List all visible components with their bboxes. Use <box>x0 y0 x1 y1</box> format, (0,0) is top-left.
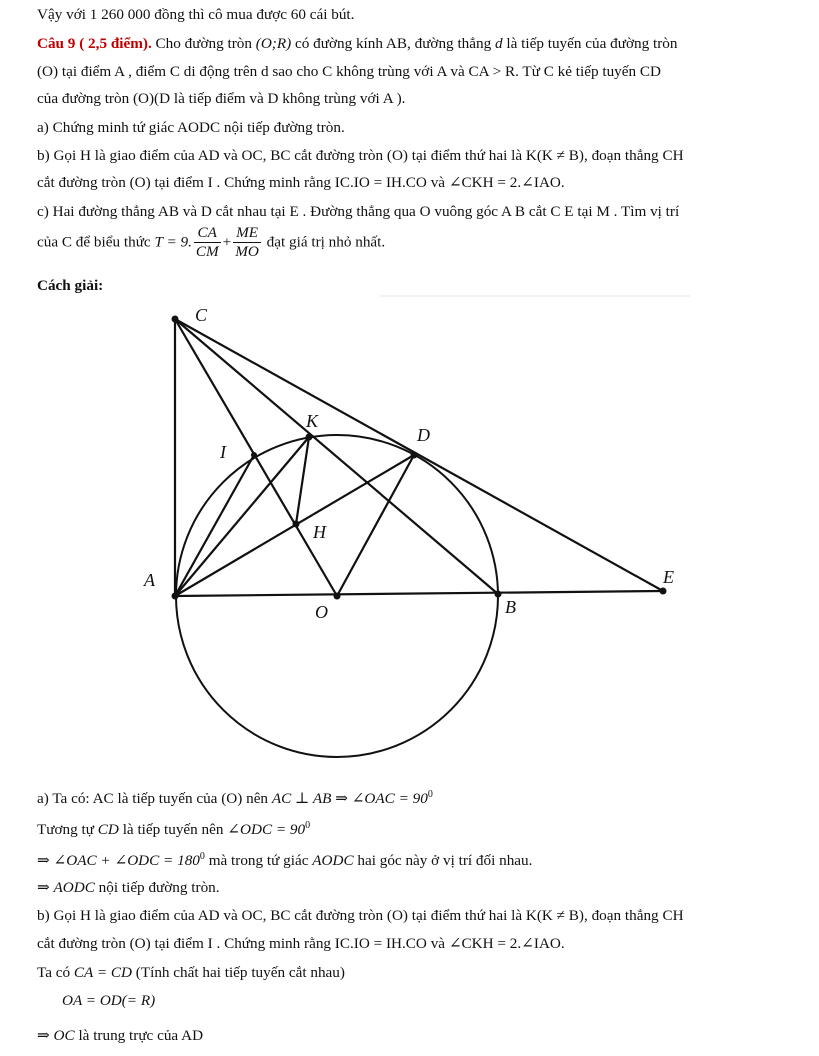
q9-part-b-1: b) Gọi H là giao điểm của AD và OC, BC cắt đường tròn (O) tại điểm thứ hai là K(K ≠ B), đoạn thẳng CH <box>37 147 684 164</box>
expression-t: T = 9. <box>154 233 192 251</box>
sol-b-line-4: OA = OD(= R) <box>62 992 156 1009</box>
line-ae <box>175 591 663 596</box>
point-h <box>293 521 300 528</box>
q9-line-3: của đường tròn (O)(D là tiếp điểm và D không trùng với A ). <box>37 90 406 107</box>
point-o <box>334 593 341 600</box>
label-a: A <box>144 570 155 590</box>
line-od <box>337 455 414 596</box>
point-c <box>172 316 179 323</box>
q9-part-c-1: c) Hai đường thẳng AB và D cắt nhau tại E . Đường thẳng qua O vuông góc A B cắt C E tại M . Tìm vị trí <box>37 203 680 220</box>
q9-part-c-2: của C để biểu thức T = 9. $\frac{CA}{CM}$ + $\frac{ME}{MO}$ đạt giá trị nhỏ nhất. <box>37 224 386 260</box>
point-d <box>411 452 418 459</box>
point-b <box>495 591 502 598</box>
point-e <box>660 588 667 595</box>
label-b: B <box>505 597 516 617</box>
label-i: I <box>220 442 226 462</box>
q9-line-1: Câu 9 ( 2,5 điểm). Cho đường tròn (O;R) có đường kính AB, đường thẳng d là tiếp tuyến của đường tròn <box>37 35 678 52</box>
sol-b-line-5: ⇒ OC là trung trực của AD <box>37 1027 204 1044</box>
line-ak <box>175 437 309 596</box>
sol-b-line-3: Ta có CA = CD (Tính chất hai tiếp tuyến cắt nhau) <box>37 964 345 981</box>
point-a <box>172 593 179 600</box>
label-d: D <box>417 425 430 445</box>
sol-a-line-4: ⇒ AODC nội tiếp đường tròn. <box>37 879 220 896</box>
point-k <box>306 434 313 441</box>
label-k: K <box>306 411 319 431</box>
sol-b-line-2: cắt đường tròn (O) tại điểm I . Chứng minh rằng IC.IO = IH.CO và ∠CKH = 2.∠IAO. <box>37 935 565 952</box>
line-ai <box>175 455 254 596</box>
sol-a-line-3: ⇒ ∠OAC + ∠ODC = $180^0$ mà trong tứ giác AODC hai góc này ở vị trí đối nhau. <box>37 851 533 869</box>
sol-a-line-1: a) Ta có: AC là tiếp tuyến của (O) nên AC ⊥ AB ⇒ ∠OAC = $90^0$ <box>37 789 433 807</box>
fraction-me-mo: $\frac{ME}{MO}$ <box>235 224 259 260</box>
q9-part-b-2: cắt đường tròn (O) tại điểm I . Chứng minh rằng IC.IO = IH.CO và ∠CKH = 2.∠IAO. <box>37 174 565 191</box>
label-o: O <box>315 602 328 622</box>
q9-part-a: a) Chứng minh tứ giác AODC nội tiếp đường tròn. <box>37 119 345 136</box>
cach-giai-heading: Cách giải: <box>37 277 104 294</box>
point-i <box>251 452 257 458</box>
label-h: H <box>313 522 326 542</box>
q9-label: Câu 9 ( 2,5 điểm). <box>37 35 152 52</box>
q9-line-2: (O) tại điểm A , điểm C di động trên d sao cho C không trùng với A và CA > R. Từ C kẻ tiếp tuyến CD <box>37 63 661 80</box>
line-ce <box>175 319 663 591</box>
top-line: Vậy với 1 260 000 đồng thì cô mua được 60 cái bút. <box>37 6 355 23</box>
sol-a-line-2: Tương tự CD là tiếp tuyến nên ∠ODC = $90^0$ <box>37 820 311 838</box>
sol-b-line-1: b) Gọi H là giao điểm của AD và OC, BC cắt đường tròn (O) tại điểm thứ hai là K(K ≠ B), đoạn thẳng CH <box>37 907 684 924</box>
label-e: E <box>663 567 674 587</box>
label-c: C <box>195 305 208 325</box>
fraction-ca-cm: $\frac{CA}{CM}$ <box>195 224 219 260</box>
